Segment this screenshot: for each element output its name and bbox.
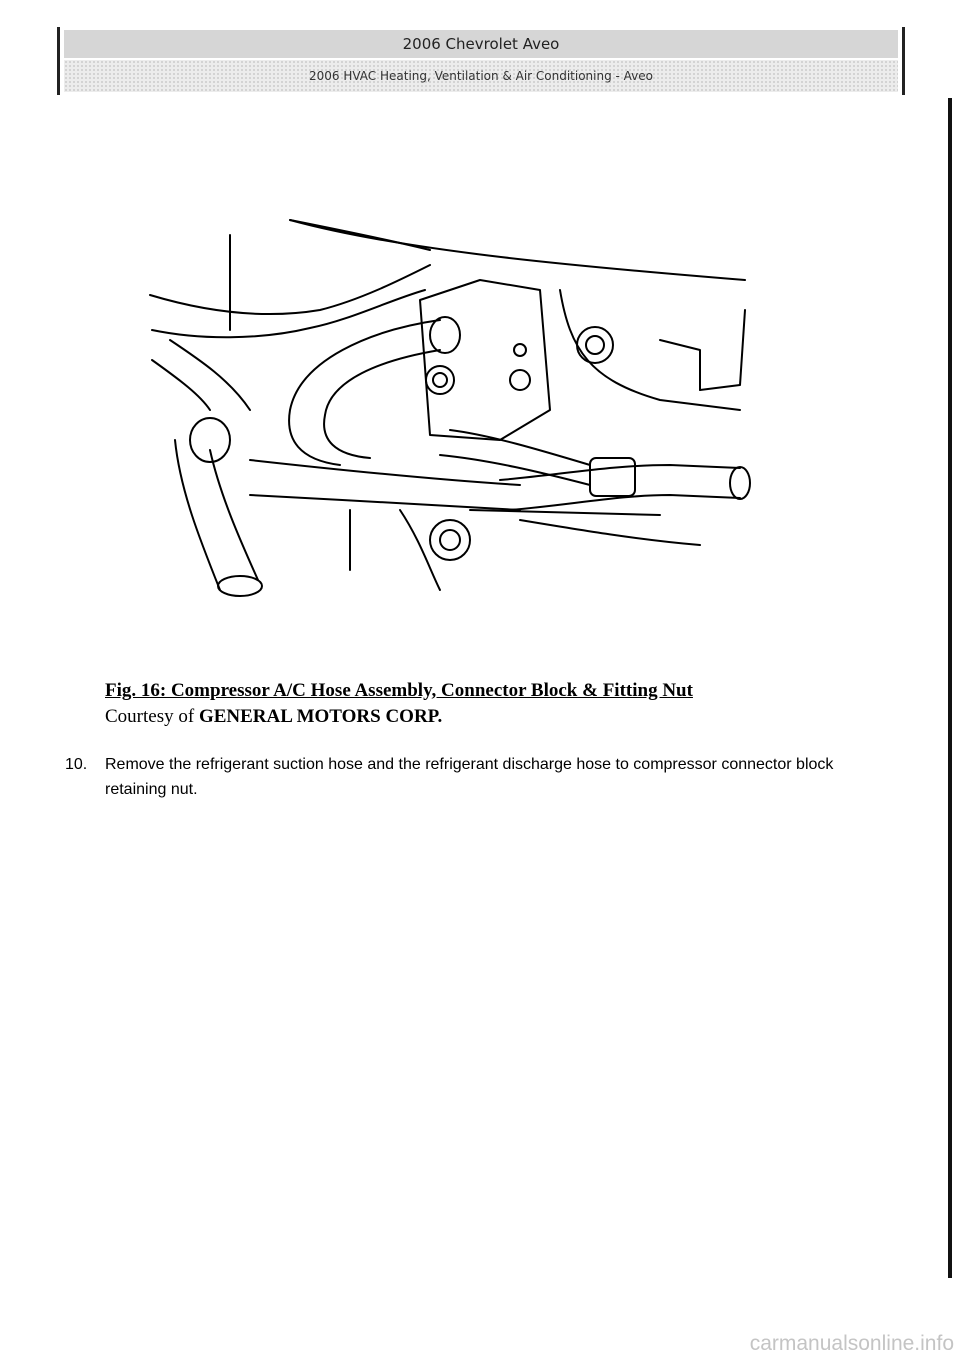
courtesy-organization: GENERAL MOTORS CORP.: [198, 706, 443, 727]
compressor-hose-illustration: [140, 210, 760, 610]
header-left-rule: [57, 27, 60, 95]
step-number: 10.: [65, 756, 88, 773]
courtesy-prefix: Courtesy of: [105, 706, 195, 727]
figure-caption: Fig. 16: Compressor A/C Hose Assembly, Connector Block & Fitting Nut: [105, 680, 693, 701]
header-title: 2006 Chevrolet Aveo: [64, 30, 898, 58]
figure-courtesy: [105, 706, 442, 728]
right-margin-rule: [948, 98, 952, 1278]
watermark: carmanualsonline.info: [749, 1332, 954, 1355]
step-text: Remove the refrigerant suction hose and the refrigerant discharge hose to compressor connector block retaining nut.: [105, 756, 834, 798]
header-right-rule: [902, 27, 905, 95]
page-header: [57, 27, 905, 95]
header-subtitle: 2006 HVAC Heating, Ventilation & Air Conditioning - Aveo: [64, 60, 898, 92]
